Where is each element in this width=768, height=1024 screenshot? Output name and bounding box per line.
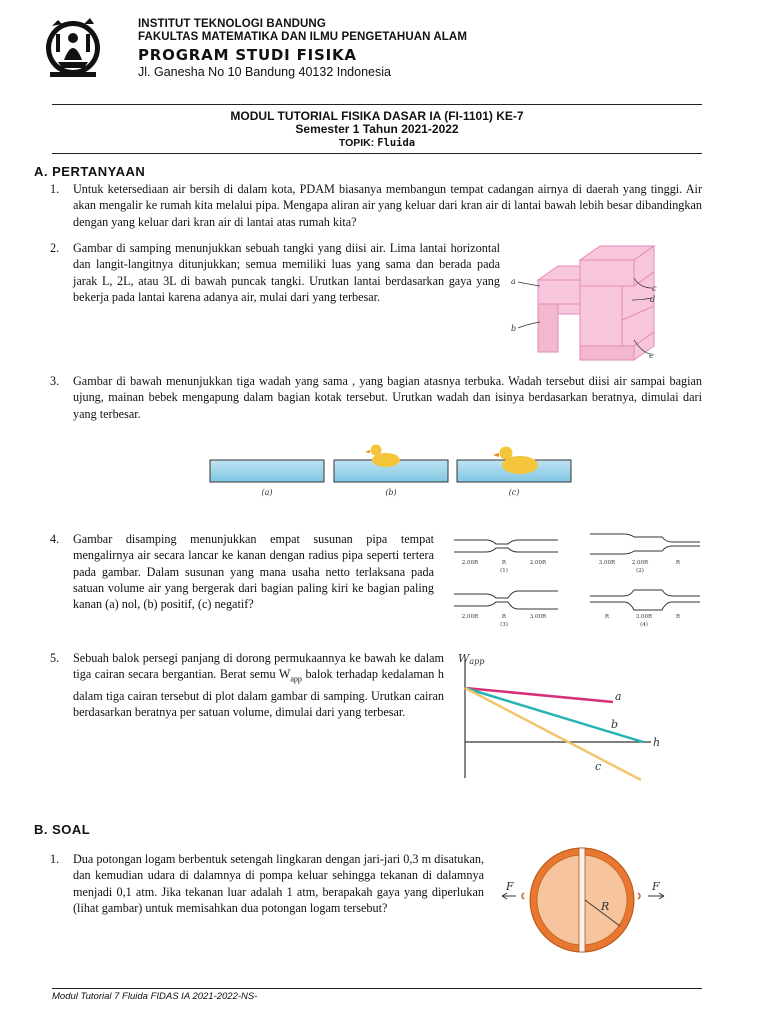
program-name: PROGRAM STUDI FISIKA: [138, 46, 357, 64]
hemispheres-figure: [498, 840, 678, 970]
pipe3-right-label: 3.00R: [529, 614, 547, 620]
footer-text: Modul Tutorial 7 Fluida FIDAS IA 2021-2022-NS-: [52, 991, 258, 1002]
question-text-part-b: balok terhadap kedalaman h dalam tiga cairan tersebut di plot dalam gambar di samping. Urutkan cairan berdasarkan beratnya per satuan volume, dimulai dari yang terbesar.: [73, 667, 444, 720]
pipe4-right-label: R: [675, 614, 681, 620]
container-label-a: (a): [261, 488, 273, 497]
tank-label-c: c: [652, 284, 657, 293]
faculty-name: FAKULTAS MATEMATIKA DAN ILMU PENGETAHUAN ALAM: [138, 31, 468, 43]
question-1: [50, 181, 702, 230]
title-line-1: MODUL TUTORIAL FISIKA DASAR IA (FI-1101) KE-7: [230, 109, 524, 123]
topic-label: TOPIK:: [338, 137, 378, 149]
containers-figure: [208, 440, 580, 502]
pipe3-tag: (3): [500, 622, 508, 628]
series-c-label: c: [595, 760, 602, 773]
pipe4-left-label: R: [604, 614, 610, 620]
topic-value: Fluida: [377, 137, 416, 149]
force-left-label: F: [506, 880, 514, 893]
pipe2-mid-label: 2.00R: [631, 560, 649, 566]
question-number: 5.: [50, 651, 60, 665]
question-number: 4.: [50, 532, 60, 546]
tank-label-b: b: [511, 324, 517, 333]
question-2: [50, 240, 500, 305]
topic-line: [52, 136, 702, 150]
question-5: [50, 650, 444, 721]
question-number: 3.: [50, 374, 60, 388]
question-text: Untuk ketersediaan air bersih di dalam kota, PDAM biasanya membangun tempat cadangan airnya di daerah yang tinggi. Air akan mengalir ke rumah kita melalui pipa. Mengapa aliran air yang keluar dari kran air di lantai bawah lebih besar dibandingkan dengan yang keluar dari kran air di lantai atas rumah kita?: [73, 182, 702, 229]
title-line-2: Semester 1 Tahun 2021-2022: [295, 122, 459, 136]
itb-logo-icon: [44, 16, 102, 80]
section-heading-a: A. PERTANYAAN: [34, 164, 146, 179]
container-label-b: (b): [385, 488, 397, 497]
pipe2-tag: (2): [636, 568, 644, 574]
address: Jl. Ganesha No 10 Bandung 40132 Indonesia: [138, 65, 391, 79]
soal-1: [50, 851, 484, 916]
pipe2-right-label: R: [675, 560, 681, 566]
question-text: Dua potongan logam berbentuk setengah lingkaran dengan jari-jari 0,3 m disatukan, dan kemudian udara di dalamnya di pompa keluar sehingga tekanan di dalamnya menjadi 0,1 atm. Jika tekanan luar adalah 1 atm, berapakah gaya yang diperlukan (lihat gambar) untuk memisahkan dua potongan logam tersebut?: [73, 852, 484, 915]
pipe1-mid-label: R: [501, 560, 507, 566]
left-arrow-icon: [502, 893, 516, 899]
section-heading-b: B. SOAL: [34, 822, 91, 837]
series-a-label: a: [615, 690, 622, 703]
pipe1-tag: (1): [500, 568, 508, 574]
question-text-part-a: Sebuah balok persegi panjang di dorong permukaannya ke bawah ke dalam tiga cairan secara bergantian. Berat semu W: [73, 651, 444, 682]
divider: [52, 153, 702, 154]
series-b-label: b: [611, 718, 619, 731]
tank-label-d: d: [650, 295, 656, 304]
wapp-graph: [455, 648, 667, 783]
graph-xlabel: h: [653, 736, 661, 749]
divider: [52, 104, 702, 105]
question-text: Gambar disamping menunjukkan empat susunan pipa tempat mengalirnya air secara lancar ke kanan dengan radius pipa seperti tertera pada gambar. Dalam susunan yang mana usaha netto terlaksana pada satuan volume air yang bergerak dari bagian paling kiri ke bagian paling kanan (a) nol, (b) positif, (c) negatif?: [73, 532, 434, 612]
pipe3-left-label: 2.00R: [461, 614, 479, 620]
pipe2-left-label: 3.00R: [598, 560, 616, 566]
tank-figure: [508, 240, 658, 370]
pipes-figure: [452, 530, 704, 630]
force-right-label: F: [652, 880, 660, 893]
footer-divider: [52, 988, 702, 989]
radius-label: R: [601, 900, 610, 913]
question-number: 1.: [50, 182, 60, 196]
question-text: [73, 650, 444, 721]
question-number: 1.: [50, 852, 60, 866]
pipe1-left-label: 2.00R: [461, 560, 479, 566]
pipe3-mid-label: R: [501, 614, 507, 620]
institute-name: INSTITUT TEKNOLOGI BANDUNG: [138, 18, 326, 30]
right-arrow-icon: [648, 893, 664, 899]
pipe4-mid-label: 3.00R: [635, 614, 653, 620]
question-number: 2.: [50, 241, 60, 255]
graph-ylabel: Wapp: [458, 652, 485, 666]
question-text: Gambar di bawah menunjukkan tiga wadah yang sama , yang bagian atasnya terbuka. Wadah tersebut diisi air sampai bagian ujung, mainan bebek mengapung dalam bagian kotak tersebut. Urutkan wadah dan isinya berdasarkan beratnya, dimulai dari yang terbesar.: [73, 374, 702, 421]
question-4: [50, 531, 434, 612]
app-subscript: app: [290, 674, 302, 684]
tank-label-a: a: [511, 277, 516, 286]
question-3: [50, 373, 702, 422]
document-title: [52, 110, 702, 150]
pipe1-right-label: 2.00R: [529, 560, 547, 566]
container-label-c: (c): [508, 488, 520, 497]
letterhead: [44, 14, 724, 88]
tank-label-e: e: [649, 351, 654, 360]
pipe4-tag: (4): [640, 622, 648, 628]
question-text: Gambar di samping menunjukkan sebuah tangki yang diisi air. Lima lantai horizontal dan langit-langitnya ditunjukkan; semua memiliki luas yang sama dan berada pada jarak L, 2L, atau 3L di bawah puncak tangki. Urutkan lantai berdasarkan gaya yang bekerja pada lantai karena adanya air, mulai dari yang terbesar.: [73, 241, 500, 304]
